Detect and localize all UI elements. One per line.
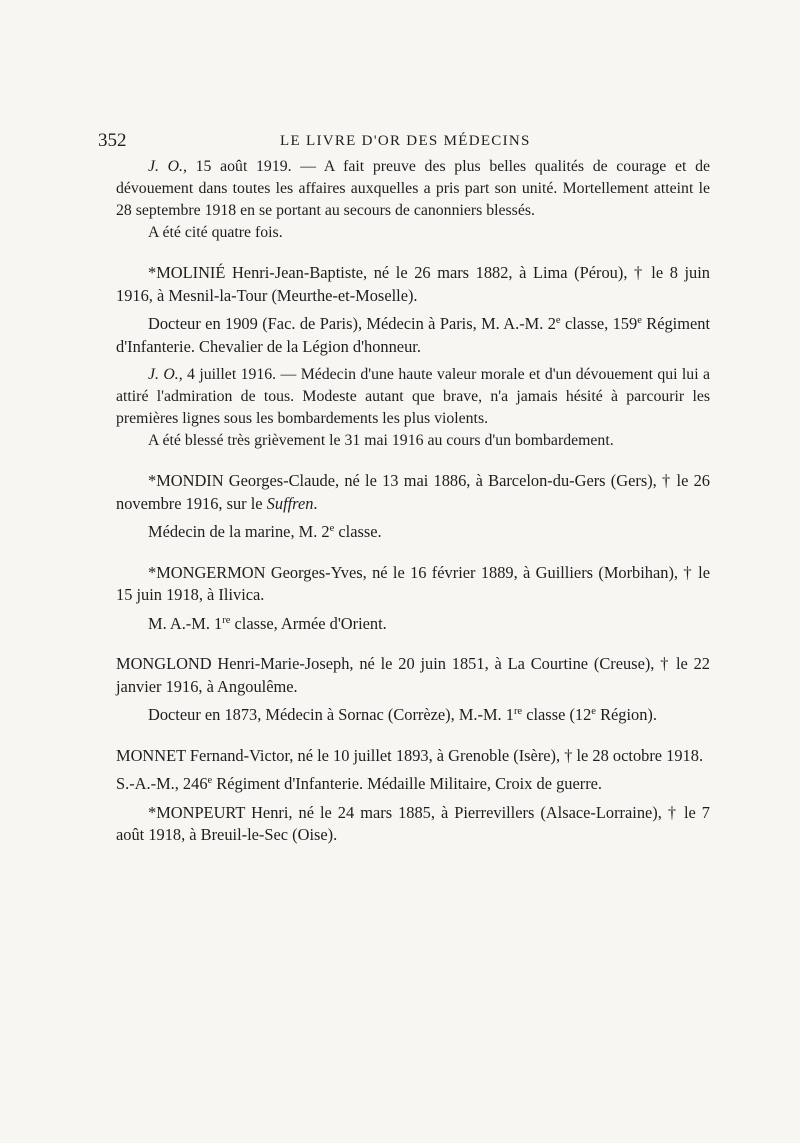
entry-heading: MONGLOND Henri-Marie-Joseph, né le 20 juin 1851, à La Courtine (Creuse), † le 22 janvier 1916, à Angoulême. (116, 654, 710, 696)
citation-paragraph (116, 156, 710, 244)
citation-text-end: A été blessé très grièvement le 31 mai 1916 au cours d'un bombardement. (148, 432, 614, 449)
citation-text-end: A été cité quatre fois. (148, 224, 283, 241)
entry-monglond (116, 653, 710, 727)
citation-text: — A fait preuve des plus belles qualités de courage et de dévouement dans toutes les affaires auxquelles a pris part son unité. Mortellement atteint le 28 septembre 1918 en se portant au secours de canonniers blessés. (116, 158, 710, 219)
entry-monnet (116, 745, 710, 796)
page-number: 352 (98, 130, 127, 151)
entry-career: Docteur en 1909 (Fac. de Paris), Médecin à Paris, M. A.-M. 2e classe, 159e Régiment d'Infanterie. Chevalier de la Légion d'honneur. (116, 314, 710, 356)
entry-heading: *MONGERMON Georges-Yves, né le 16 février 1889, à Guilliers (Morbihan), † le 15 juin 1918, à Ilivica. (116, 562, 710, 604)
citation-paragraph (116, 364, 710, 452)
entry-heading: *MONPEURT Henri, né le 24 mars 1885, à Pierrevillers (Alsace-Lorraine), † le 7 août 1918, à Breuil-le-Sec (Oise). (116, 802, 710, 844)
entry-monpeurt (116, 802, 710, 847)
ship-name: Suffren (266, 493, 314, 513)
entry-career: Docteur en 1873, Médecin à Sornac (Corrèze), M.-M. 1re classe (12e Région). (148, 705, 657, 724)
page-body (116, 156, 710, 847)
page-header (0, 128, 800, 154)
entry-career: Médecin de la marine, M. 2e classe. (148, 522, 382, 541)
entry-mondin (116, 470, 710, 544)
citation-date: , 15 août 1919. (183, 158, 292, 175)
running-title: LE LIVRE D'OR DES MÉDECINS (280, 133, 531, 149)
entry-heading: MONNET Fernand-Victor, né le 10 juillet 1893, à Grenoble (Isère), † le 28 octobre 1918. (116, 745, 704, 765)
entry-mongermon (116, 562, 710, 636)
citation-source: J. O. (148, 366, 179, 383)
citation-source: J. O. (148, 158, 184, 175)
entry-molinie (116, 262, 710, 452)
citation-text: — Médecin d'une haute valeur morale et d'un dévouement qui lui a attiré l'admiration de tous. Modeste autant que brave, n'a jamais hésité à parcourir les premières lignes sous les bombardements les plus violents. (116, 366, 710, 427)
entry-heading: *MOLINIÉ Henri-Jean-Baptiste, né le 26 mars 1882, à Lima (Pérou), † le 8 juin 1916, à Mesnil-la-Tour (Meurthe-et-Moselle). (116, 263, 710, 305)
entry-heading: *MONDIN Georges-Claude, né le 13 mai 1886, à Barcelon-du-Gers (Gers), † le 26 novembre 1916, sur le Suffren. (116, 471, 710, 513)
entry-career: S.-A.-M., 246e Régiment d'Infanterie. Médaille Militaire, Croix de guerre. (116, 774, 603, 793)
citation-date: , 4 juillet 1916. (178, 366, 277, 383)
entry-career: M. A.-M. 1re classe, Armée d'Orient. (148, 613, 387, 633)
